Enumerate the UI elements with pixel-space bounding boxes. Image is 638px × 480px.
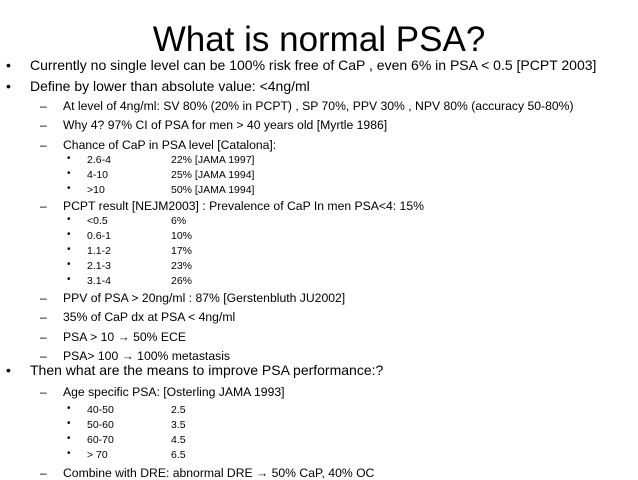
- bullet-value: 26%: [171, 275, 193, 287]
- bullet-value: 25% [JAMA 1994]: [171, 169, 255, 181]
- bullet-text: <0.5: [87, 215, 108, 227]
- bullet-text: 50-60: [87, 419, 114, 431]
- bullet-value: 4.5: [171, 434, 186, 446]
- bullet-value: 6.5: [171, 449, 186, 461]
- bullet-value: 6%: [171, 215, 187, 227]
- bullet-text: Then what are the means to improve PSA performance:?: [30, 362, 384, 378]
- bullet-value: 3.5: [171, 419, 186, 431]
- bullet-value: 2.5: [171, 404, 186, 416]
- bullet-icon: •: [6, 78, 11, 94]
- bullet-icon: •: [67, 214, 71, 225]
- bullet-icon: •: [67, 274, 71, 285]
- slide-title: What is normal PSA?: [152, 20, 486, 59]
- dash-bullet-icon: –: [40, 466, 47, 480]
- bullet-text: At level of 4ng/ml: SV 80% (20% in PCPT) , SP 70%, PPV 30% , NPV 80% (accuracy 50-80%): [63, 99, 574, 113]
- bullet-text: Combine with DRE: abnormal DRE → 50% CaP, 40% OC: [63, 466, 375, 480]
- bullet-text: 0.6-1: [87, 230, 111, 242]
- bullet-icon: •: [6, 362, 11, 378]
- dash-bullet-icon: –: [40, 199, 47, 213]
- bullet-icon: •: [67, 418, 71, 429]
- bullet-text: 60-70: [87, 434, 114, 446]
- bullet-text: 2.6-4: [87, 154, 111, 166]
- bullet-text: Age specific PSA: [Osterling JAMA 1993]: [63, 385, 285, 399]
- bullet-icon: •: [67, 448, 71, 459]
- bullet-text: PSA > 10 → 50% ECE: [63, 330, 186, 344]
- bullet-text: > 70: [87, 449, 108, 461]
- bullet-text: PSA> 100 → 100% metastasis: [63, 349, 230, 363]
- bullet-value: 22% [JAMA 1997]: [171, 154, 255, 166]
- bullet-icon: •: [67, 433, 71, 444]
- bullet-value: 23%: [171, 260, 193, 272]
- bullet-text: 40-50: [87, 404, 114, 416]
- bullet-icon: •: [67, 183, 71, 194]
- bullet-value: 17%: [171, 245, 193, 257]
- bullet-icon: •: [6, 57, 11, 73]
- bullet-icon: •: [67, 244, 71, 255]
- bullet-text: 35% of CaP dx at PSA < 4ng/ml: [63, 310, 236, 324]
- dash-bullet-icon: –: [40, 118, 47, 132]
- bullet-icon: •: [67, 259, 71, 270]
- dash-bullet-icon: –: [40, 138, 47, 152]
- bullet-icon: •: [67, 153, 71, 164]
- bullet-text: 2.1-3: [87, 260, 111, 272]
- bullet-text: 3.1-4: [87, 275, 111, 287]
- bullet-text: PCPT result [NEJM2003] : Prevalence of CaP In men PSA<4: 15%: [63, 199, 424, 213]
- bullet-value: 10%: [171, 230, 193, 242]
- bullet-text: Why 4? 97% CI of PSA for men > 40 years old [Myrtle 1986]: [63, 118, 388, 132]
- dash-bullet-icon: –: [40, 330, 47, 344]
- bullet-text: Currently no single level can be 100% risk free of CaP , even 6% in PSA < 0.5 [PCPT 2003]: [30, 57, 597, 73]
- bullet-value: 50% [JAMA 1994]: [171, 184, 255, 196]
- dash-bullet-icon: –: [40, 310, 47, 324]
- dash-bullet-icon: –: [40, 349, 47, 363]
- dash-bullet-icon: –: [40, 99, 47, 113]
- bullet-text: 4-10: [87, 169, 109, 181]
- bullet-icon: •: [67, 168, 71, 179]
- bullet-icon: •: [67, 229, 71, 240]
- dash-bullet-icon: –: [40, 291, 47, 305]
- bullet-text: PPV of PSA > 20ng/ml : 87% [Gerstenbluth JU2002]: [63, 291, 346, 305]
- bullet-text: Define by lower than absolute value: <4ng/ml: [30, 78, 310, 94]
- dash-bullet-icon: –: [40, 385, 47, 399]
- bullet-text: 1.1-2: [87, 245, 111, 257]
- bullet-icon: •: [67, 403, 71, 414]
- bullet-text: Chance of CaP in PSA level [Catalona]:: [63, 138, 277, 152]
- bullet-text: >10: [87, 184, 105, 196]
